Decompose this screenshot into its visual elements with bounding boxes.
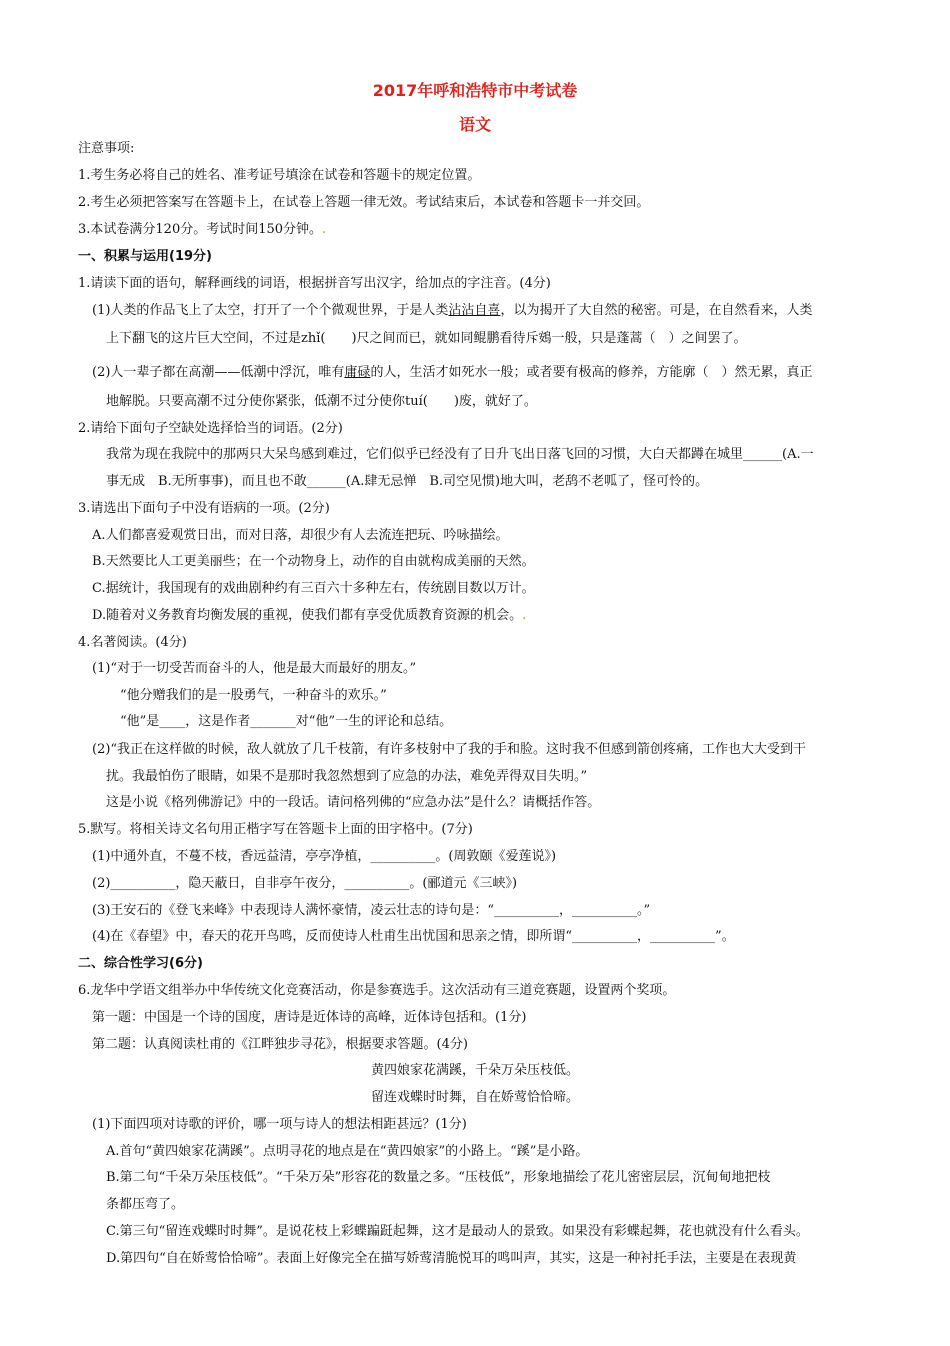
q5-stem: 5.默写。将相关诗文名句用正楷字写在答题卡上面的田字格中。(7分) [78, 822, 473, 837]
q1-part1-line1: (1)人类的作品飞上了太空，打开了一个个微观世界，于是人类沾沾自喜，以为揭开了大自然的秘密。可是，在自然看来，人类 [92, 303, 813, 318]
q4-part1-line1: (1)“对于一切受苦而奋斗的人，他是最大而最好的朋友。” [92, 661, 417, 676]
q1-part2-line1: (2)人一辈子都在高潮——低潮中浮沉，唯有庸碌的人，生活才如死水一般；或者要有极高的修养，方能廓（ ）然无累，真正 [92, 365, 813, 380]
q2-stem: 2.请给下面句子空缺处选择恰当的词语。(2分) [78, 421, 343, 436]
q3-option-c: C.据统计，我国现有的戏曲剧种约有三百六十多种左右，传统剧目数以万计。 [92, 581, 535, 596]
q6-option-d: D.第四句“自在娇莺恰恰啼”。表面上好像完全在描写娇莺清脆悦耳的鸣叫声，其实，这是一种衬托手法，主要是在表现黄 [106, 1251, 797, 1266]
q4-part2-line3: 这是小说《格列佛游记》中的一段话。请问格列佛的“应急办法”是什么？请概括作答。 [106, 795, 601, 810]
section-2-heading: 二、综合性学习(6分) [78, 956, 203, 971]
notes-item-2: 2.考生必须把答案写在答题卡上，在试卷上答题一律无效。考试结束后，本试卷和答题卡一并交回。 [78, 195, 650, 210]
q3-option-d: D.随着对义务教育均衡发展的重视，使我们都有享受优质教育资源的机会。. [92, 608, 527, 623]
q5-line1: (1)中通外直，不蔓不枝，香远益清，亭亭净植，__________。(周敦颐《爱莲说》) [92, 849, 557, 864]
q6-option-b-line2: 条都压弯了。 [106, 1197, 185, 1212]
notes-item-3: 3.本试卷满分120分。考试时间150分钟。. [78, 222, 327, 237]
q3-option-b: B.天然要比人工更美丽些；在一个动物身上，动作的自由就构成美丽的天然。 [92, 554, 535, 569]
q6-sub1: (1)下面四项对诗歌的评价，哪一项与诗人的想法相距甚远？(1分) [92, 1117, 467, 1132]
exam-subject: 语文 [458, 115, 491, 134]
q6-stem: 6.龙华中学语文组举办中华传统文化竞赛活动，你是参赛选手。这次活动有三道竞赛题，设置两个奖项。 [78, 983, 676, 998]
q5-line2: (2)__________，隐天蔽日，自非亭午夜分，__________。(郦道元《三峡》) [92, 876, 518, 891]
poem-line-1: 黄四娘家花满蹊，千朵万朵压枝低。 [370, 1063, 579, 1078]
notes-heading: 注意事项: [78, 141, 135, 156]
q5-line4: (4)在《春望》中，春天的花开鸟鸣，反而使诗人杜甫生出忧国和思亲之情，即所谓“__________，__________”。 [92, 929, 735, 944]
q6-option-c: C.第三句“留连戏蝶时时舞”。是说花枝上彩蝶蹁跹起舞，这才是最动人的景致。如果没有彩蝶起舞，花也就没有什么看头。 [106, 1224, 809, 1239]
q4-stem: 4.名著阅读。(4分) [78, 635, 187, 650]
q5-line3: (3)王安石的《登飞来峰》中表现诗人满怀豪情，凌云壮志的诗句是：“__________，__________。” [92, 903, 651, 918]
section-1-heading: 一、积累与运用(19分) [78, 249, 212, 264]
q3-option-a: A.人们都喜爱观赏日出，而对日落，却很少有人去流连把玩、吟咏描绘。 [92, 528, 509, 543]
q6-task1: 第一题：中国是一个诗的国度，唐诗是近体诗的高峰，近体诗包括和。(1分) [92, 1010, 527, 1025]
q6-task2: 第二题：认真阅读杜甫的《江畔独步寻花》，根据要求答题。(4分) [92, 1037, 468, 1052]
q1-part2-line2: 地解脱。只要高潮不过分使你紧张，低潮不过分使你tuí( )废，就好了。 [106, 394, 537, 409]
q4-part2-line2: 扰。我最怕伤了眼睛，如果不是那时我忽然想到了应急的办法，难免弄得双目失明。” [106, 769, 588, 784]
exam-title: 2017年呼和浩特市中考试卷 [372, 81, 578, 100]
notes-item-1: 1.考生务必将自己的姓名、准考证号填涂在试卷和答题卡的规定位置。 [78, 168, 481, 183]
q6-option-a: A.首句“黄四娘家花满蹊”。点明寻花的地点是在“黄四娘家”的小路上。“蹊”是小路。 [106, 1144, 589, 1159]
q4-part2-line1: (2)“我正在这样做的时候，敌人就放了几千枝箭，有许多枝射中了我的手和脸。这时我不但感到箭创疼痛，工作也大大受到干 [92, 742, 807, 757]
q4-part1-line3: “他”是____，这是作者_______对“他”一生的评论和总结。 [120, 714, 453, 729]
q2-line1: 我常为现在我院中的那两只大呆鸟感到难过，它们似乎已经没有了日升飞出日落飞回的习惯，大白天都蹲在城里______(A.一 [106, 447, 814, 462]
q3-stem: 3.请选出下面句子中没有语病的一项。(2分) [78, 501, 330, 516]
q4-part1-line2: “他分赠我们的是一股勇气，一种奋斗的欢乐。” [120, 688, 387, 703]
poem-line-2: 留连戏蝶时时舞，自在娇莺恰恰啼。 [370, 1090, 579, 1105]
q2-line2: 事无成 B.无所事事)，而且也不敢______(A.肆无忌惮 B.司空见惯)地大叫，老鸹不老呱了，怪可怜的。 [106, 474, 709, 489]
q1-part1-line2: 上下翻飞的这片巨大空间，不过是zhǐ( )尺之间而已，就如同鲲鹏看待斥鴳一般，只是蓬蒿（ ）之间罢了。 [106, 331, 747, 346]
q1-stem: 1.请读下面的语句，解释画线的词语，根据拼音写出汉字，给加点的字注音。(4分) [78, 276, 551, 291]
q6-option-b-line1: B.第二句“千朵万朵压枝低”。“千朵万朵”形容花的数量之多。“压枝低”，形象地描绘了花儿密密层层，沉甸甸地把枝 [106, 1170, 771, 1185]
